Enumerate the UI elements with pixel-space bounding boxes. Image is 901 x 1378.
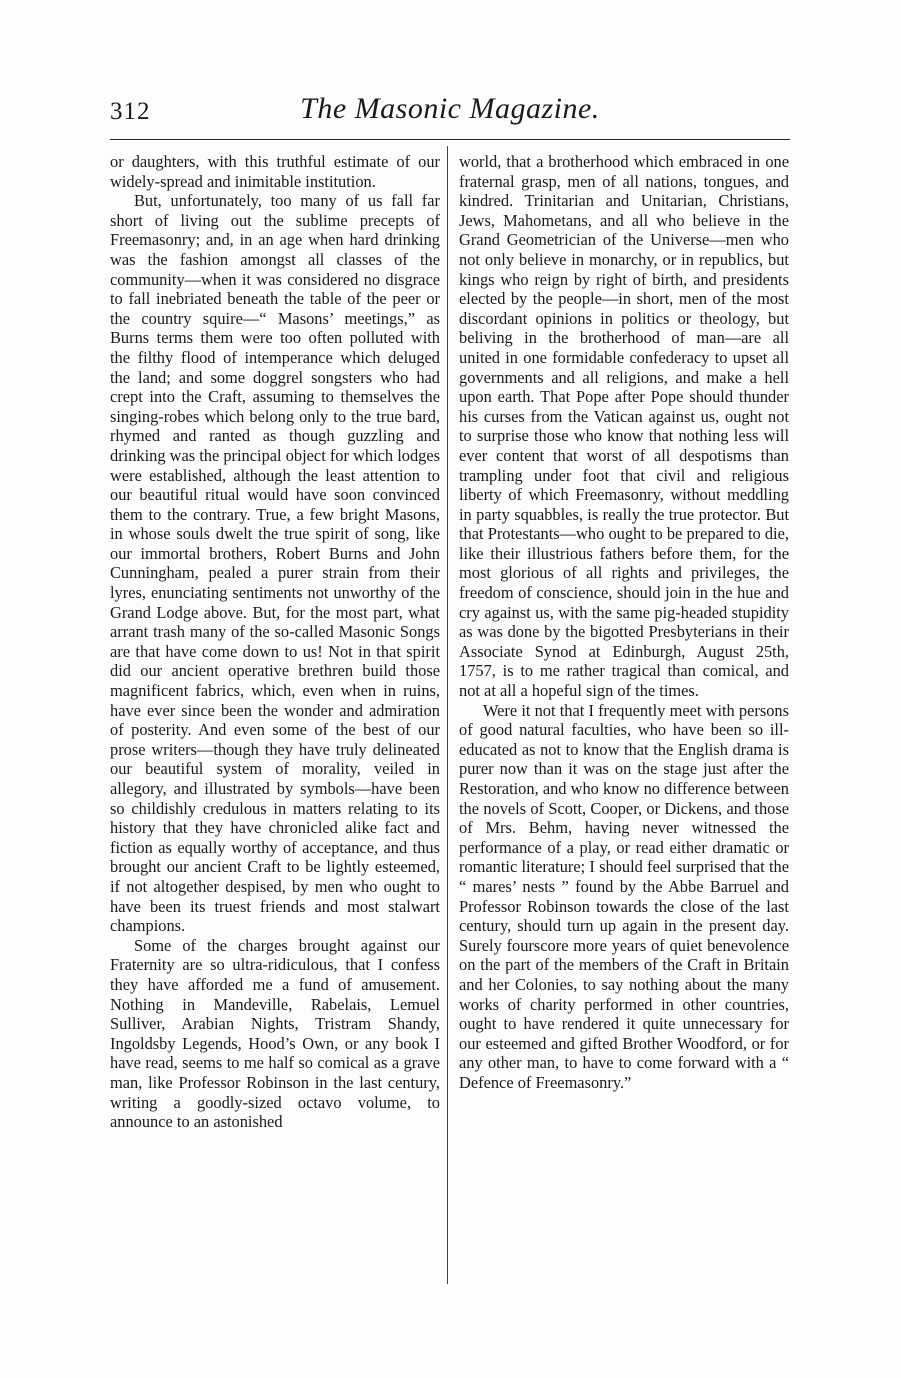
header-rule xyxy=(110,139,790,140)
running-title: The Masonic Magazine. xyxy=(300,92,600,125)
column-divider xyxy=(447,146,448,1284)
paragraph: world, that a brotherhood which embraced in one fraternal grasp, men of all nations, tongues, and kindred. Trinitarian and Unitarian, Christians, Jews, Mahometans, and all who believe in the Grand Geometrician of the Universe—men who not only believe in monarchy, or in republics, but kings who reign by right of birth, and presidents elected by the people—in short, men of the most discordant opinions in politics or theology, but beliving in the brotherhood of man—are all united in one formidable confederacy to upset all governments and all religions, and make a hell upon earth. That Pope after Pope should thunder his curses from the Vatican against us, ought not to surprise those who know that nothing less will ever content that worst of all despotisms than trampling under foot that civil and religious liberty of which Freemasonry, without meddling in party squabbles, is really the true protector. But that Protestants—who ought to be prepared to die, like their illustrious fathers before them, for the most glorious of all rights and privileges, the freedom of conscience, should join in the hue and cry against us, with the same pig-headed stupidity as was done by the bigotted Presbyterians in their Associate Synod at Edinburgh, August 25th, 1757, is to me rather tragical than comical, and not at all a hopeful sign of the times. xyxy=(459,152,789,701)
page-header xyxy=(110,92,790,134)
paragraph: Were it not that I frequently meet with persons of good natural faculties, who have been so ill-educated as not to know that the English drama is purer now than it was on the stage just after the Restoration, and who know no difference between the novels of Scott, Cooper, or Dickens, and those of Mrs. Behm, having never witnessed the performance of a play, or read either dramatic or romantic literature; I should feel surprised that the “ mares’ nests ” found by the Abbe Barruel and Professor Robinson towards the close of the last century, should turn up again in the present day. Surely fourscore more years of quiet benevolence on the part of the members of the Craft in Britain and her Colonies, to say nothing about the many works of charity performed in other countries, ought to have rendered it quite unnecessary for our esteemed and gifted Brother Woodford, or for any other man, to have to come forward with a “ Defence of Freemasonry.” xyxy=(459,700,789,1092)
left-column xyxy=(110,152,440,1282)
paragraph: Some of the charges brought against our Fraternity are so ultra-ridiculous, that I confess they have afforded me a fund of amusement. Nothing in Mandeville, Rabelais, Lemuel Sulliver, Arabian Nights, Tristram Shandy, Ingoldsby Legends, Hood’s Own, or any book I have read, seems to me half so comical as a grave man, like Professor Robinson in the last century, writing a goodly-sized octavo volume, to announce to an astonished xyxy=(110,935,440,1132)
paragraph: or daughters, with this truthful estimate of our widely-spread and inimitable institution. xyxy=(110,152,440,191)
paragraph: But, unfortunately, too many of us fall far short of living out the sublime precepts of Freemasonry; and, in an age when hard drinking was the fashion amongst all classes of the community—when it was considered no disgrace to fall inebriated beneath the table of the peer or the country squire—“ Masons’ meetings,” as Burns terms them were too often polluted with the filthy flood of intemperance which deluged the land; and some doggrel songsters who had crept into the Craft, assuming to themselves the singing-robes which belong only to the true bard, rhymed and ranted as though guzzling and drinking was the principal object for which lodges were established, although the least attention to our beautiful ritual would have soon convinced them to the contrary. True, a few bright Masons, in whose souls dwelt the true spirit of song, like our immortal brothers, Robert Burns and John Cunningham, pealed a purer strain from their lyres, enunciating sentiments not unworthy of the Grand Lodge above. But, for the most part, what arrant trash many of the so-called Masonic Songs are that have come down to us! Not in that spirit did our ancient operative brethren build those magnificent fabrics, which, even when in ruins, have ever since been the wonder and admiration of posterity. And even some of the best of our prose writers—though they have truly delineated our beautiful system of morality, veiled in allegory, and illustrated by symbols—have been so childishly credulous in matters relating to its history that they have chronicled alike fact and fiction as equally worthy of acceptance, and thus brought our ancient Craft to be lightly esteemed, if not altogether despised, by men who ought to have been its truest friends and most stalwart champions. xyxy=(110,191,440,936)
right-column xyxy=(459,152,789,1282)
page-number: 312 xyxy=(110,98,151,125)
